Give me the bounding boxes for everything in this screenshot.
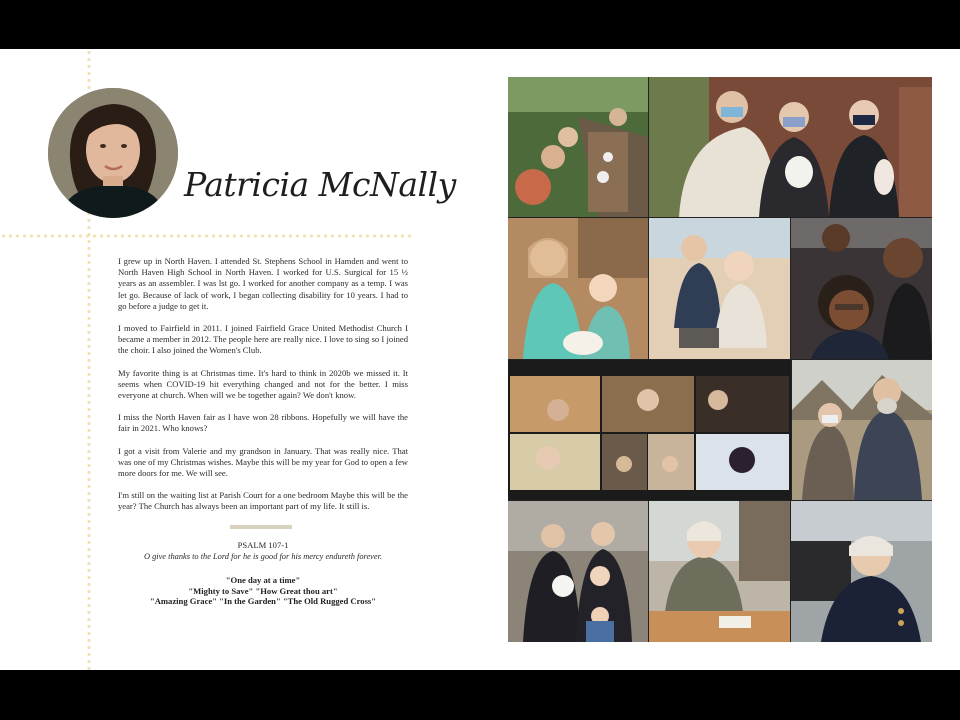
psalm-title: PSALM 107-1 [237, 540, 289, 550]
life-story [118, 256, 408, 524]
dotted-horizontal-divider [0, 234, 412, 238]
photo-family-with-flowers [508, 501, 648, 642]
photo-woman-at-table [649, 501, 790, 642]
story-paragraph: My favorite thing is at Christmas time. It's hard to think in 2020b we missed it. It seems when COVID-19 hit everything changed and not for the better. I miss everyone at church. When will we be together again? We don't know. [118, 367, 408, 401]
hymn-line: "One day at a time" [225, 575, 301, 585]
hymn-line: "Amazing Grace" "In the Garden" "The Old Rugged Cross" [149, 596, 377, 607]
decorative-rule [230, 525, 292, 529]
story-paragraph: I moved to Fairfield in 2011. I joined Fairfield Grace United Methodist Church I became a member in 2012. The people here are really nice. I love to sing so I joined the choir. I also joined the Women's Club. [118, 323, 408, 356]
photo-three-women-masks [649, 77, 932, 217]
photo-couple-outdoors [792, 360, 932, 500]
photo-boys-on-beach [649, 218, 790, 359]
yearbook-page [0, 49, 960, 670]
photo-church-dinner-table [508, 77, 648, 217]
psalm-verse: O give thanks to the Lord for he is good for his mercy endureth forever. [143, 552, 383, 561]
favorite-hymns [118, 575, 408, 607]
story-paragraph: I miss the North Haven fair as I have won 28 ribbons. Hopefully we will have the fair in 2021. Who knows? [118, 412, 408, 434]
photo-elderly-woman-smiling [791, 501, 932, 642]
story-paragraph: I grew up in North Haven. I attended St. Stephens School in Hamden and went to North Haven High School in North Haven. I worked for U.S. Surgical for 15 ½ years as an assembler. I was lst go. I worked for another company as a temp. I was let go. Because of lack of work, I began collecting disability for 10 years. I had to go before a judge to get it. [118, 256, 408, 311]
photo-collage [508, 77, 932, 642]
story-paragraph: I'm still on the waiting list at Parish Court for a one bedroom Maybe this will be the year? The Church has always been an important part of my life. It still is. [118, 490, 408, 512]
photo-zoom-video-call [508, 360, 791, 500]
photo-couple-smiling [791, 218, 932, 359]
psalm-block [118, 540, 408, 562]
hymn-line: "Mighty to Save" "How Great thou art" [188, 585, 338, 596]
photo-girls-with-baby [508, 218, 648, 359]
portrait-photo [48, 88, 178, 218]
story-paragraph: I got a visit from Valerie and my grandson in January. That was really nice. That was one of my Christmas wishes. Maybe this will be my year for God to open a few more doors for me. We will see. [118, 445, 408, 479]
person-name: Patricia McNally [184, 165, 456, 204]
